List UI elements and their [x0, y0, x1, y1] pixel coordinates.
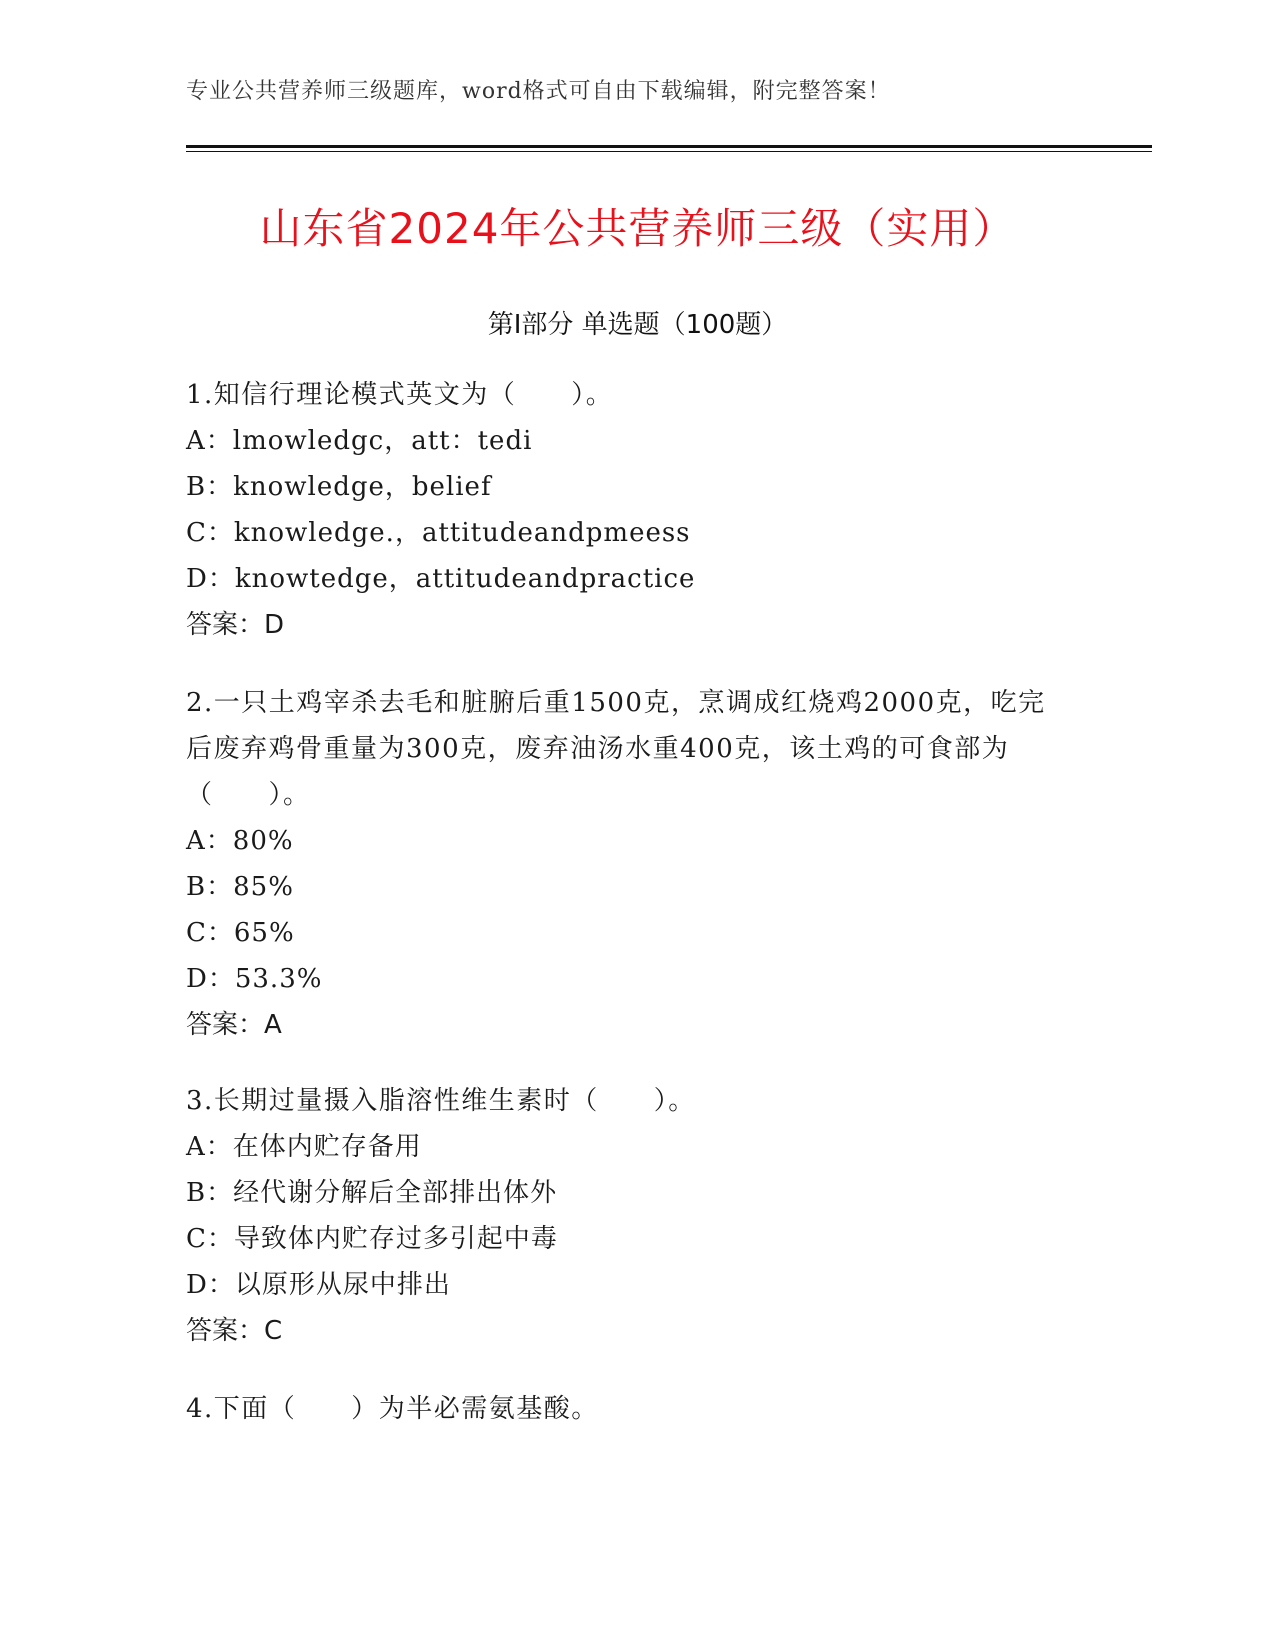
- header-divider-thin: [186, 151, 1152, 152]
- question-4: [186, 1386, 1066, 1432]
- option-b: B：经代谢分解后全部排出体外: [186, 1178, 558, 1208]
- option-a: A：80%: [186, 826, 294, 856]
- option-a: A：lmowledgc，att：tedi: [186, 426, 533, 456]
- question-2: [186, 680, 1066, 1048]
- question-1: [186, 372, 1066, 648]
- option-c: C：65%: [186, 918, 295, 948]
- option-b: B：85%: [186, 872, 294, 902]
- option-d: D：53.3%: [186, 964, 323, 994]
- question-stem: 2.一只土鸡宰杀去毛和脏腑后重1500克，烹调成红烧鸡2000克，吃完后废弃鸡骨重量为300克，废弃油汤水重400克，该土鸡的可食部为（ ）。: [186, 688, 1046, 810]
- option-b: B：knowledge，belief: [186, 472, 492, 502]
- option-c: C：导致体内贮存过多引起中毒: [186, 1224, 558, 1254]
- answer: 答案：A: [186, 1010, 282, 1040]
- answer: 答案：C: [186, 1316, 283, 1346]
- question-stem: 1.知信行理论模式英文为（ ）。: [186, 380, 614, 410]
- question-stem: 4.下面（ ）为半必需氨基酸。: [186, 1394, 599, 1424]
- answer: 答案：D: [186, 610, 285, 640]
- option-d: D：knowtedge，attitudeandpractice: [186, 564, 696, 594]
- header-note: 专业公共营养师三级题库，word格式可自由下载编辑，附完整答案！: [186, 79, 891, 104]
- option-a: A：在体内贮存备用: [186, 1132, 422, 1162]
- document-title: 山东省2024年公共营养师三级（实用）: [259, 204, 1016, 253]
- question-3: [186, 1078, 1066, 1354]
- section-title: 第I部分 单选题（100题）: [487, 310, 788, 340]
- option-d: D：以原形从尿中排出: [186, 1270, 451, 1300]
- header-divider: [186, 145, 1152, 148]
- option-c: C：knowledge.，attitudeandpmeess: [186, 518, 691, 548]
- question-stem: 3.长期过量摄入脂溶性维生素时（ ）。: [186, 1086, 696, 1116]
